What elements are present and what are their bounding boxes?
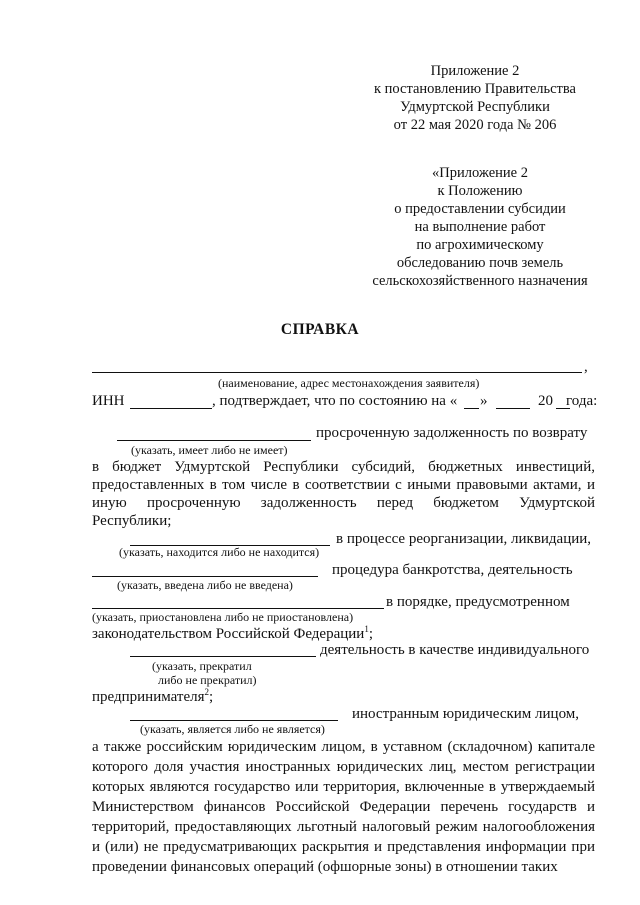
inn-blank [130,408,212,409]
regulation-line: обследованию почв земель [396,255,564,271]
entrepreneur-word [92,688,213,706]
resolution-line: Удмуртской Республики [400,99,550,115]
reorg-text: в процессе реорганизации, ликвидации, [336,531,592,547]
resolution-line: от 22 мая 2020 года № 206 [393,117,557,133]
footnote-marker: 1 [364,624,369,634]
regulation-line: на выполнение работ [414,219,546,235]
entrepreneur-text: деятельность в качестве индивидуального [320,642,590,658]
debt-line: в бюджет Удмуртской Республики субсидий, бюджетных инвестиций, [92,459,595,475]
debt-line: предоставленных в том числе в соответствии с иными правовыми актами, и [92,477,595,493]
entrepreneur-end: ; [209,689,214,705]
regulation-reference [360,164,600,290]
suspended-hint: (указать, приостановлена либо не приостановлена) [92,610,354,624]
debt-hint: (указать, имеет либо не имеет) [131,443,288,457]
year-prefix: 20 [538,393,553,409]
debt-text: просроченную задолженность по возврату [316,425,588,441]
entrepreneur-label: предпринимателя [92,689,205,705]
regulation-line: к Положению [437,183,523,199]
reorg-hint: (указать, находится либо не находится) [119,545,320,559]
foreign-text: иностранным юридическим лицом, [352,706,580,722]
regulation-line: по агрохимическому [416,237,544,253]
entrepreneur-hint: либо не прекратил) [158,673,257,687]
suspended-text: в порядке, предусмотренном [386,594,570,610]
resolution-line: к постановлению Правительства [374,81,576,97]
day-blank [464,408,479,409]
document-title: СПРАВКА [280,321,360,338]
suspended-blank [92,608,384,609]
foreign-blank [130,720,338,721]
entrepreneur-hint: (указать, прекратил [152,659,252,673]
debt-blank [117,440,311,441]
regulation-line: сельскохозяйственного назначения [372,273,588,289]
regulation-line: «Приложение 2 [432,165,528,181]
entrepreneur-blank [130,656,316,657]
foreign-paragraph: а также российским юридическим лицом, в уставном (складочном) капитале которого доля участия иностранных юридических лиц, местом регистрации которых являются государство или территория, включенные в утверждаемый Министерством финансов Российской Федерации перечень государств и территорий, предоставляющих льготный налоговый режим налогообложения и (или) не предусматривающих раскрытия и представления информации при проведении финансовых операций (офшорные зоны) в отношении таких [92,739,595,875]
bankrupt-text: процедура банкротства, деятельность [332,562,573,578]
law-text: законодательством Российской Федерации [92,626,365,642]
law-end: ; [368,626,373,642]
month-blank [496,408,530,409]
debt-line-last: Республики; [92,513,172,529]
bankrupt-hint: (указать, введена либо не введена) [117,578,293,592]
resolution-line: Приложение 2 [430,63,520,79]
footnote-marker: 2 [204,687,209,697]
regulation-line: о предоставлении субсидии [394,201,566,217]
year-suffix: года: [566,393,598,409]
inn-label: ИНН [92,393,125,409]
inn-text: , подтверждает, что по состоянию на « [212,393,458,409]
applicant-blank [92,372,582,373]
quote-close: » [480,393,488,409]
bankrupt-blank [92,576,318,577]
applicant-comma: , [584,359,588,375]
debt-line: иную просроченную задолженность перед бюджетом Удмуртской [92,495,595,511]
applicant-hint: (наименование, адрес местонахождения заявителя) [218,376,480,390]
resolution-reference [365,62,585,134]
foreign-hint: (указать, является либо не является) [140,722,325,736]
